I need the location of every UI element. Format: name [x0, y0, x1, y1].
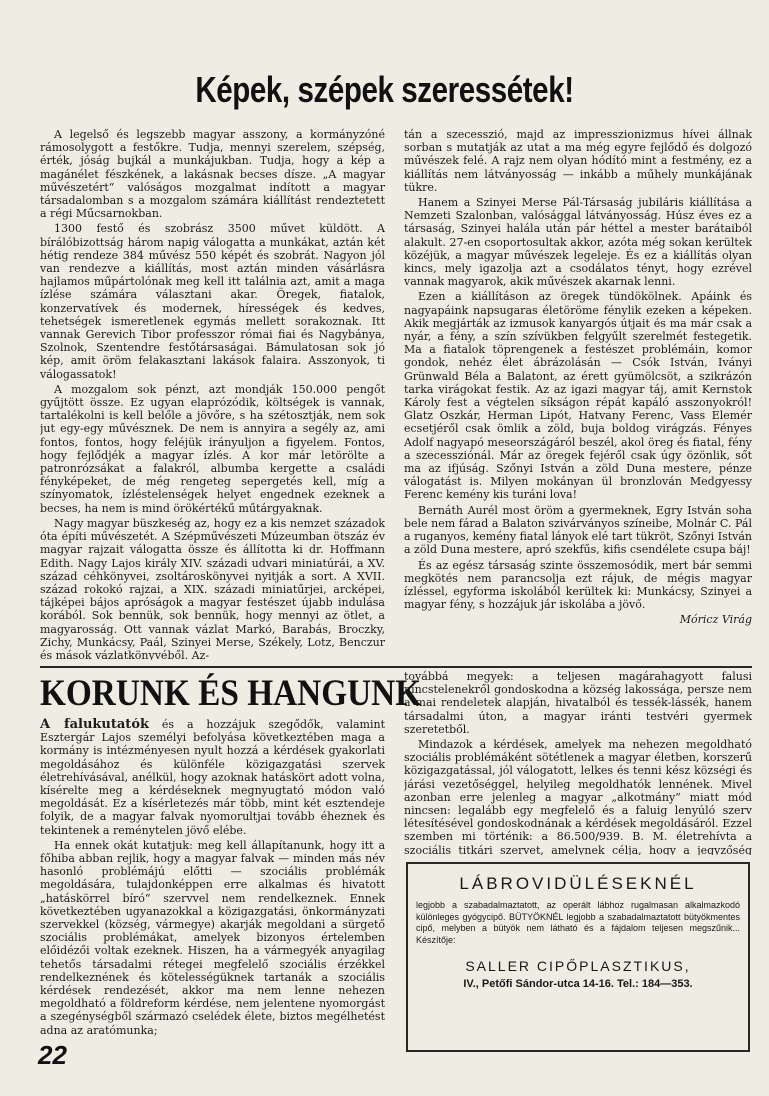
article-title-kepek: Képek, szépek szeressétek! — [195, 69, 574, 110]
article2-column-right — [404, 670, 752, 855]
article2-paragraph: Ha ennek okát kutatjuk: meg kell állapítanunk, hogy itt a főhiba abban rejlik, hogy a magyar falvak — minden más név hasonló problémájú előtti — szociális problémák megoldására, tulajdonképpen erre alkalmas és hivatott „hatáskörrel bíró“ szervvel nem rendelkeznek. Ennek következtében ugyanazokkal a közigazgatási, önkormányzati szervekkel (község, vármegye) akarják megoldani a sürgető szociális problémákat, amelyek bizonyos értelemben előidézői voltak ezeknek. Hiszen, ha a vármegyék anyagilag tehetős társadalmi rétegei megfelelő szociális érzékkel rendelkeznének és kötelességüknek tartanák a szociális kérdések rendezését, akkor ma nem lenne nehezen megoldható a földreform kérdése, nem jelentene nyomorgást a szegénységből származó cselédek élete, biztos megélhetést adna az aratómunka; — [40, 838, 385, 1037]
article-title-korunk: KORUNK ÉS HANGUNK — [40, 673, 422, 714]
article1-paragraph: 1300 festő és szobrász 3500 művet küldött. A bírálóbizottság három napig válogatta a munkákat, aztán két hétig rendeze 384 művész 550 képét és szobrát. Nagyon jól van rendezve a kiállítás, most aztán minden vásárlásra hajlamos műpártolónak meg kell itt találnia azt, amit a maga ízlése számára választani akar. Öregek, fiatalok, konzervatívek és modernek, hírességek és kedves, tehetségek ismeretlenek egymás mellett sorakoznak. Itt vannak Gerevich Tibor professzor római fiai és Nagybánya, Szolnok, Szentendre festőtársaságai. Bámulatosan sok jó kép, amit öröm felakasztani lakások falaira. Asszonyok, ti válogassatok! — [40, 222, 385, 381]
article2-lead: A falukutatók — [40, 718, 149, 732]
ad-address: IV., Petőfi Sándor-utca 14-16. Tel.: 184—353. — [463, 978, 693, 990]
advertisement-box — [406, 862, 750, 1052]
article2-column-left — [40, 718, 385, 1038]
ad-body: legjobb a szabadalmaztatott, az operált lábhoz rugalmasan alkalmazkodó különleges gyógycipő. BÜTYÖKNÉL legjobb a szabadalmaztatott bütyökmentes cipő, melyben a bütyök nem látható és a fájdalom teljesen megszűnik... Készítője: — [416, 900, 740, 945]
article1-paragraph: A legelső és legszebb magyar asszony, a kormányzóné rámosolygott a festőkre. Tudja, mennyi szerelem, szépség, érték, jóság bujkál a munkájukban. Tudja, hogy a kép a magánélet fészkének, a lakásnak becses dísze. „A magyar művészetért“ valóságos mozgalmat indított a magyar társadalomban s a mozgalom számára kiállítást rendeztetett a régi Műcsarnokban. — [40, 128, 385, 221]
article1-paragraph: Nagy magyar büszkeség az, hogy ez a kis nemzet századok óta építi művészetét. A Szépművészeti Múzeumban ötszáz év magyar rajzait válogatta össze és állította ki dr. Hoffmann Edith. Nagy Lajos király XIV. századi udvari miniatúrái, a XV. század céhkönyvei, zsoltároskönyvei nyitják a sort. A XVII. század rokokó rajzai, a XIX. századi miniatűrjei, arcképei, tájképei bájos apróságok a magyar festészet újabb indulása korából. Sok bennük, sok bennük, hogy mennyi az ötlet, a magyarosság. Ott vannak vázlat Markó, Barabás, Broczky, Zichy, Munkácsy, Paál, Szinyei Merse, Székely, Lotz, Benczur és mások vázlatkönyvéből. Az- — [40, 516, 385, 660]
article2-paragraph: továbbá megyek: a teljesen magárahagyott falusi nincstelenekről gondoskodna a község lakossága, persze nem a mai rendeletek alapján, hivatalból és tessék-lássék, hanem társadalmi úton, a magyar iránti testvéri gyermek szeretetből. — [404, 670, 752, 736]
section-divider — [40, 666, 752, 668]
article1-paragraph: A mozgalom sok pénzt, azt mondják 150.000 pengőt gyűjtött össze. Ez ugyan elaprózódik, költségek is vannak, tartalékolni is kell belőle a jövőre, s ha szétosztják, nem sok jut egy-egy művésznek. De nem is annyira a segély az, ami fontos, fontos, hogy feléjük irányuljon a figyelem. Fontos, hogy fejlődjék a magyar ízlés. A kor már letörölte a patronrózsákat a falakról, albumba kergette a családi fényképeket, de még rengeteg sepergetés kell, míg a színyomatok, ízléstelenségek helyet engednek ezeknek a becses, ha nem is mind örökértékű műtárgyaknak. — [40, 382, 385, 515]
ad-title: LÁBROVIDÜLÉSEKNÉL — [459, 874, 697, 893]
article1-paragraph: Bernáth Aurél most öröm a gyermeknek, Egry István soha bele nem fárad a Balaton szivárványos színeibe, Molnár C. Pál a ruganyos, kemény fiatal lányok elé tart tükröt, Szőnyi István a zöld Duna mestere, apró szekfűs, kifis csendélete csupa báj! — [404, 503, 752, 557]
article1-column-right — [404, 128, 752, 660]
ad-company: SALLER CIPŐPLASZTIKUS, — [465, 958, 691, 974]
article1-signature: Móricz Virág — [679, 613, 752, 627]
article2-paragraph — [40, 718, 385, 837]
article1-paragraph: Ezen a kiállításon az öregek tündökölnek. Apáink és nagyapáink napsugaras életöröme fénylik ezeken a képeken. Akik megjárták az izmusok kanyargós útjait és ma már csak a nyár, a fény, a szín szívükben felgyűlt szerelmét festegetik. Ma a fiatalok töprengenek a festészet problémáin, komor gondok, nehéz élet ábrázolásán — Csók István, Iványi Grünwald Béla a Balatont, az érett gyümölcsöt, a szikrázón tarka virágokat festik. Az az igazi magyar táj, amit Kernstok Károly fest a végtelen síkságon répát kapáló asszonyokról! Glatz Oszkár, Herman Lipót, Hatvany Ferenc, Vass Elemér ecsetjéről csak ömlik a zöld, buja boldog virágzás. Fényes Adolf nagyapó meseországáról beszél, akol öreg és fiatal, fény a szecessziónál. Már az öregek fejéről csak úgy özönlik, sőt ma az ifjúság. Szőnyi István a zöld Duna mestere, pénze válogatást is. Milyen mokányan ül bronzlován Medgyessy Ferenc kemény kis turáni lova! — [404, 290, 752, 502]
article1-paragraph: Hanem a Szinyei Merse Pál-Társaság jubiláris kiállítása a Nemzeti Szalonban, valósággal látványosság. Húsz éves ez a társaság, Szinyei halála után pár héttel a mester barátaiból alakult. 27-en csoportosultak akkor, azóta még sokan kerültek közéjük, a magyar művészek legeleje. És ez a kiállítás olyan kincs, mely igazolja azt a csodálatos tényt, hogy ezrével vannak magyarok, akik művészek akarnak lenni. — [404, 196, 752, 289]
article1-column-left — [40, 128, 385, 660]
page-number: 22 — [38, 1040, 67, 1070]
article1-paragraph: tán a szecesszió, majd az impresszionizmus hívei állnak sorban s mutatják az utat a ma még egyre fejlődő és dolgozó művészek felé. A rajz nem olyan hódító mint a festmény, ez a kiállítás nem látványosság — inkább a műhely munkájának tükre. — [404, 128, 752, 194]
article2-lead-text: és a hozzájuk szegődők, valamint Esztergár Lajos személyi befolyása következtében maga a kormány is intézményesen nyult hozzá a kérdések gyakorlati megoldásához és különféle közigazgatási szervek életrehívásával, anélkül, hogy azoknak hatáskört adott volna, kísérelte meg a kérdéseknek megnyugtató módon való megoldását. Ez a kísérletezés már több, mint két esztendeje folyik, de a magyar falvak nyomorultjai tovább éheznek és tekintenek a reménytelen jövő elébe. — [40, 718, 385, 837]
article2-paragraph: Mindazok a kérdések, amelyek ma nehezen megoldható szociális problémáként sötétlenek a magyar életben, korszerű közigazgatással, jól válogatott, lelkes és tenni kész községi és járási vezetőséggel, helyileg megoldhatók lennének. Mivel azonban erre jelenleg a magyar „alkotmány“ miatt mód nincsen: legalább egy megfelelő és a faluig lenyúló szerv létesítésével gondoskodnának a kérdések megoldásáról. Ezzel szemben mi történik: a 86.500/939. B. M. életrehívta a szociális titkári szervet, amelynek célja, hogy a jegyzőség — [404, 738, 752, 855]
article1-paragraph: És az egész társaság szinte összemosódik, mert bár semmi megkötés nem parancsolja ezt rájuk, de mégis magyar ízléssel, egyforma iskolából kerültek ki: Munkácsy, Szinyei a magyar fény, s hozzájuk jár iskolába a jövő. — [404, 558, 752, 612]
